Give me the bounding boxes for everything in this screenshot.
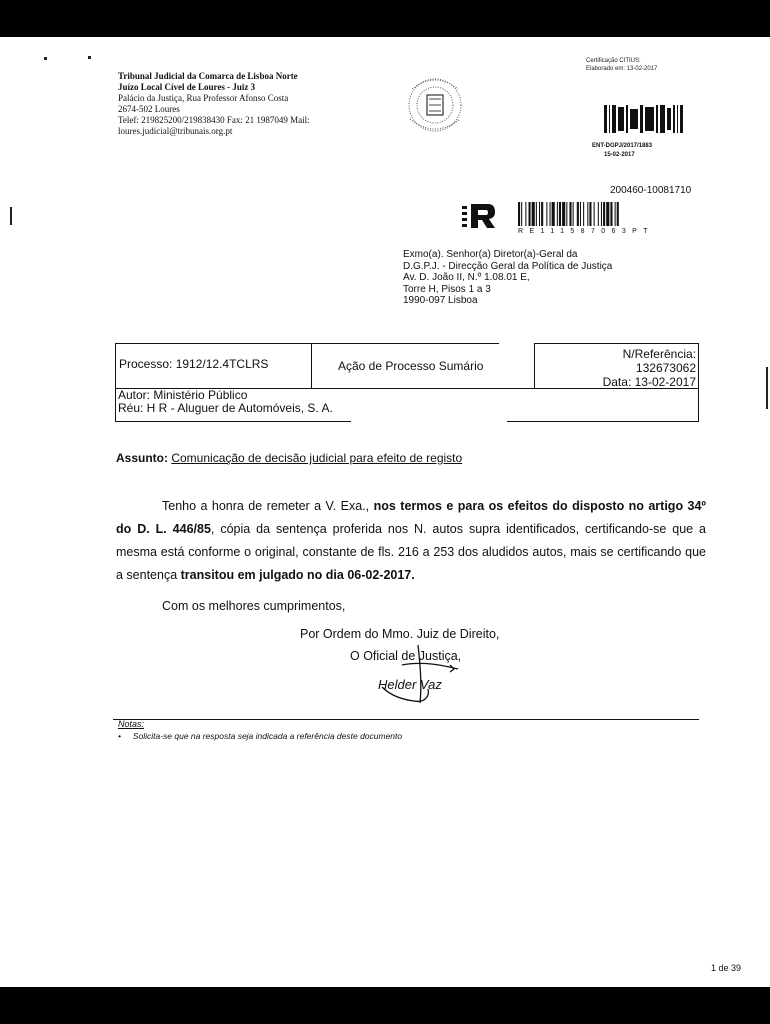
addressee-organisation: D.G.P.J. - Direcção Geral da Política de Justiça	[403, 260, 613, 272]
barcode-bar	[566, 202, 567, 226]
barcode-bar	[550, 202, 551, 226]
case-parties	[118, 389, 333, 415]
case-action-type: Ação de Processo Sumário	[338, 359, 484, 373]
court-name: Tribunal Judicial da Comarca de Lisboa Norte	[118, 71, 298, 81]
closing-officer-title: O Oficial de Justiça,	[350, 649, 462, 663]
barcode-bar	[615, 202, 616, 226]
barcode-bar	[594, 202, 595, 226]
scan-mark	[10, 207, 12, 225]
body-text-legal-basis: nos termos e para os efeitos do disposto no artigo 34º do D. L. 446/85	[116, 499, 706, 536]
addressee-street: Av. D. João II, N.º 1.08.01 E,	[403, 272, 530, 283]
scan-mark	[766, 367, 768, 409]
certification-label: Certificação CITIUS:	[586, 58, 641, 64]
barcode-bar	[525, 202, 526, 226]
barcode-number: RE111587063PT	[518, 228, 654, 235]
letter-body	[116, 495, 706, 587]
barcode-bar	[589, 202, 591, 226]
registered-mail-logo	[462, 203, 496, 229]
barcode-bar	[577, 202, 579, 226]
case-process-number: Processo: 1912/12.4TCLRS	[119, 357, 269, 371]
barcode-bar	[559, 202, 561, 226]
addressee-building: Torre H, Pisos 1 a 3	[403, 283, 491, 295]
barcode-bar	[617, 202, 619, 226]
court-division: Juízo Local Cível de Loures - Juiz 3	[118, 82, 256, 92]
barcode-bar	[552, 202, 555, 226]
barcode-bar	[601, 202, 602, 226]
document-page	[0, 37, 770, 987]
reference-label: N/Referência:	[622, 347, 696, 361]
barcode-bar	[583, 202, 584, 226]
entry-barcode	[604, 105, 684, 133]
barcode-bar	[573, 202, 574, 226]
barcode-bar	[529, 202, 531, 226]
case-reference-block	[540, 347, 696, 389]
notes-label: Notas:	[118, 719, 145, 729]
closing-order-line: Por Ordem do Mmo. Juiz de Direito,	[300, 627, 500, 641]
barcode-bar	[598, 202, 599, 226]
entry-number: ENT-DGPJ/2017/1883	[592, 143, 653, 149]
court-header	[118, 71, 310, 137]
notes-divider	[113, 719, 699, 720]
case-plaintiff: Autor: Ministério Público	[118, 388, 248, 402]
note-text: Solicita-se que na resposta seja indicada a referência deste documento	[132, 731, 403, 741]
scan-mark	[44, 57, 47, 60]
body-text-2: , cópia da sentença proferida nos N. autos supra identificados, certificando-se que a mesma está conforme o original, constante de fls. 216 a 253 dos aludidos autos, mais se certificando que a sentença	[116, 522, 707, 582]
barcode-bar	[541, 202, 543, 226]
barcode-bar	[603, 202, 605, 226]
addressee-block	[403, 249, 612, 307]
barcode-bar	[532, 202, 535, 226]
subject-text: Comunicação de decisão judicial para efeito de registo	[171, 451, 463, 465]
barcode-bar	[557, 202, 558, 226]
coat-of-arms-seal	[402, 69, 468, 139]
body-paragraph	[116, 495, 706, 587]
reference-value: 132673062	[635, 361, 696, 375]
court-contacts: Telef: 219825200/219838430 Fax: 21 1987049 Mail:	[118, 115, 310, 125]
barcode-bar	[610, 202, 612, 226]
document-reference: 200460-10081710	[610, 185, 692, 196]
case-defendant: Réu: H R - Aluguer de Automóveis, S. A.	[118, 401, 333, 415]
page-number: 1 de 39	[711, 963, 742, 973]
barcode-bar	[562, 202, 565, 226]
entry-stamp	[592, 142, 652, 160]
barcode-bar	[580, 202, 581, 226]
signature-name: Helder Vaz	[378, 677, 442, 692]
addressee-title: Exmo(a). Senhor(a) Diretor(a)-Geral da	[403, 249, 578, 260]
court-address: Palácio da Justiça, Rua Professor Afonso Costa	[118, 93, 289, 103]
subject-line	[116, 451, 462, 465]
entry-date: 15-02-2017	[604, 152, 635, 158]
closing-greeting: Com os melhores cumprimentos,	[162, 599, 346, 613]
scan-mark	[88, 56, 91, 59]
barcode-bar	[518, 202, 520, 226]
barcode-bar	[539, 202, 540, 226]
barcode-bar	[536, 202, 537, 226]
reference-date: Data: 13-02-2017	[602, 375, 696, 389]
body-text-transit: transitou em julgado no dia 06-02-2017.	[180, 568, 415, 582]
registered-mail-barcode	[518, 202, 704, 226]
subject-label: Assunto:	[116, 451, 168, 465]
handwritten-signature	[362, 643, 472, 705]
barcode-bar	[606, 202, 609, 226]
barcode-bar	[546, 202, 547, 226]
court-email: loures.judicial@tribunais.org.pt	[118, 126, 233, 136]
barcode-bar	[569, 202, 571, 226]
note-item	[118, 731, 402, 741]
addressee-postcode: 1990-097 Lisboa	[403, 295, 478, 306]
barcode-bar	[521, 202, 522, 226]
citius-certification	[586, 57, 657, 73]
barcode-bar	[587, 202, 588, 226]
certification-date: Elaborado em: 13-02-2017	[586, 66, 658, 72]
bullet-icon: •	[118, 731, 133, 741]
court-postcode: 2674-502 Loures	[118, 104, 180, 114]
body-text-1: Tenho a honra de remeter a V. Exa.,	[162, 499, 374, 513]
